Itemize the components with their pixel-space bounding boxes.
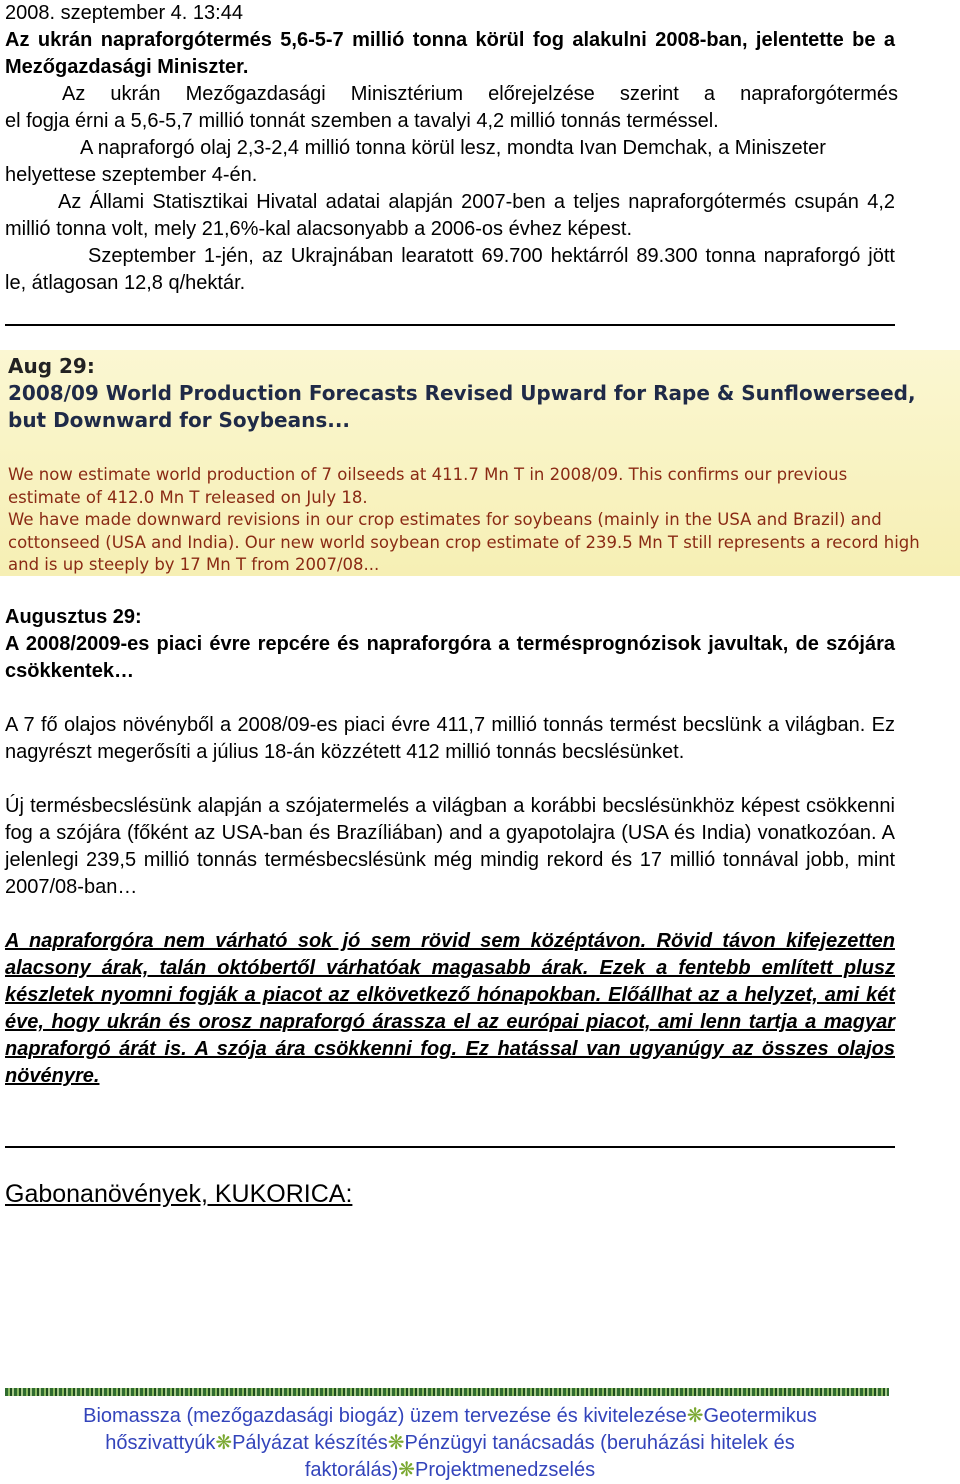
news-clipping-image (0, 350, 960, 576)
para1-line2: el fogja érni a 5,6-5,7 millió tonnát szemben a tavalyi 4,2 millió tonnás terméssel. (5, 110, 719, 132)
divider-rule-1 (5, 324, 895, 326)
footer-item-grant-writing: Pályázat készítés (232, 1432, 388, 1454)
commentary-paragraph: A napraforgóra nem várható sok jó sem rövid sem középtávon. Rövid távon kifejezetten alacsony árak, talán októbertől várhatóak magasabb árak. Ezek a fentebb említett plusz készletek nyomni fogják a piacot az elkövetkező hónapokban. Előállhat az a helyzet, ami két éve, hogy ukrán és orosz napraforgó árassza el az európai piacot, ami lenn tartja a magyar napraforgó árát is. A szója ára csökkenni fog. Ez hatással van ugyanúgy az összes olajos növényre. (5, 930, 895, 1087)
article-paragraph-3: Az Állami Statisztikai Hivatal adatai alapján 2007-ben a teljes napraforgótermés csupán 4,2 millió tonna volt, mely 21,6%-kal alacsonyabb a 2006-os évhez képest. (5, 191, 895, 240)
aug-paragraph-1: A 7 fő olajos növényből a 2008/09-es piaci évre 411,7 millió tonnás termést becslünk a világban. Ez nagyrészt megerősíti a július 18-án közzétett 412 millió tonnás becslésünket. (5, 714, 895, 763)
footer-item-financial-advice: Pénzügyi tanácsadás (beruházási hitelek és faktorálás) (304, 1432, 795, 1481)
section-title-corn: Gabonanövények, KUKORICA: (5, 1180, 353, 1208)
separator-icon: ❋ (398, 1459, 416, 1481)
article-headline: Az ukrán napraforgótermés 5,6-5-7 millió tonna körül fog alakulni 2008-ban, jelentette be a Mezőgazdasági Miniszter. (5, 29, 895, 78)
clip-line-5: and is up steeply by 17 Mn T from 2007/08... (8, 555, 380, 574)
clip-line-1: We now estimate world production of 7 oilseeds at 411.7 Mn T in 2008/09. This confirms our previous (8, 465, 848, 484)
para1-line1: Az ukrán Mezőgazdasági Minisztérium előrejelzése szerint a napraforgótermés (62, 83, 898, 105)
clip-date: Aug 29: (8, 354, 95, 378)
article-paragraph-2: A napraforgó olaj 2,3-2,4 millió tonna körül lesz, mondta Ivan Demchak, a Miniszeter helyettese szeptember 4-én. (5, 137, 826, 186)
clip-line-2: estimate of 412.0 Mn T released on July 18. (8, 488, 368, 507)
divider-rule-2 (5, 1146, 895, 1148)
footer-item-biomass: Biomassza (mezőgazdasági biogáz) üzem tervezése és kivitelezése (83, 1405, 687, 1427)
separator-icon: ❋ (387, 1432, 405, 1454)
clip-line-3: We have made downward revisions in our crop estimates for soybeans (mainly in the USA and Brazil) and (8, 510, 882, 529)
article-paragraph-1 (5, 81, 898, 135)
aug-paragraph-2: Új termésbecslésünk alapján a szójatermelés a világban a korábbi becslésünkhöz képest csökkenni fog a szójára (főként az USA-ban és Brazíliában) and a gyapotolajra (USA és India) vonatkozóan. A jelenlegi 239,5 millió tonnás termésbecslésünk még mindig rekord és 17 millió tonnával jobb, mint 2007/08-ban… (5, 795, 895, 898)
aug-title: Augusztus 29: (5, 606, 142, 628)
footer-services (5, 1403, 895, 1484)
dateline: 2008. szeptember 4. 13:44 (5, 2, 243, 24)
article-paragraph-4: Szeptember 1-jén, az Ukrajnában learatott 69.700 hektárról 89.300 tonna napraforgó jött le, átlagosan 12,8 q/hektár. (5, 245, 895, 294)
footer-decorative-bar (5, 1388, 889, 1396)
clip-line-4: cottonseed (USA and India). Our new world soybean crop estimate of 239.5 Mn T still represents a record high (8, 533, 920, 552)
separator-icon: ❋ (215, 1432, 233, 1454)
footer-item-project-management: Projektmenedzselés (415, 1459, 596, 1481)
aug-headline: A 2008/2009-es piaci évre repcére és napraforgóra a termésprognózisok javultak, de szójára csökkentek… (5, 633, 895, 682)
separator-icon: ❋ (686, 1405, 704, 1427)
clip-headline: 2008/09 World Production Forecasts Revised Upward for Rape & Sunflowerseed, but Downward for Soybeans... (8, 381, 916, 432)
footer-item-geothermal: Geotermikus hőszivattyúk (105, 1405, 817, 1454)
